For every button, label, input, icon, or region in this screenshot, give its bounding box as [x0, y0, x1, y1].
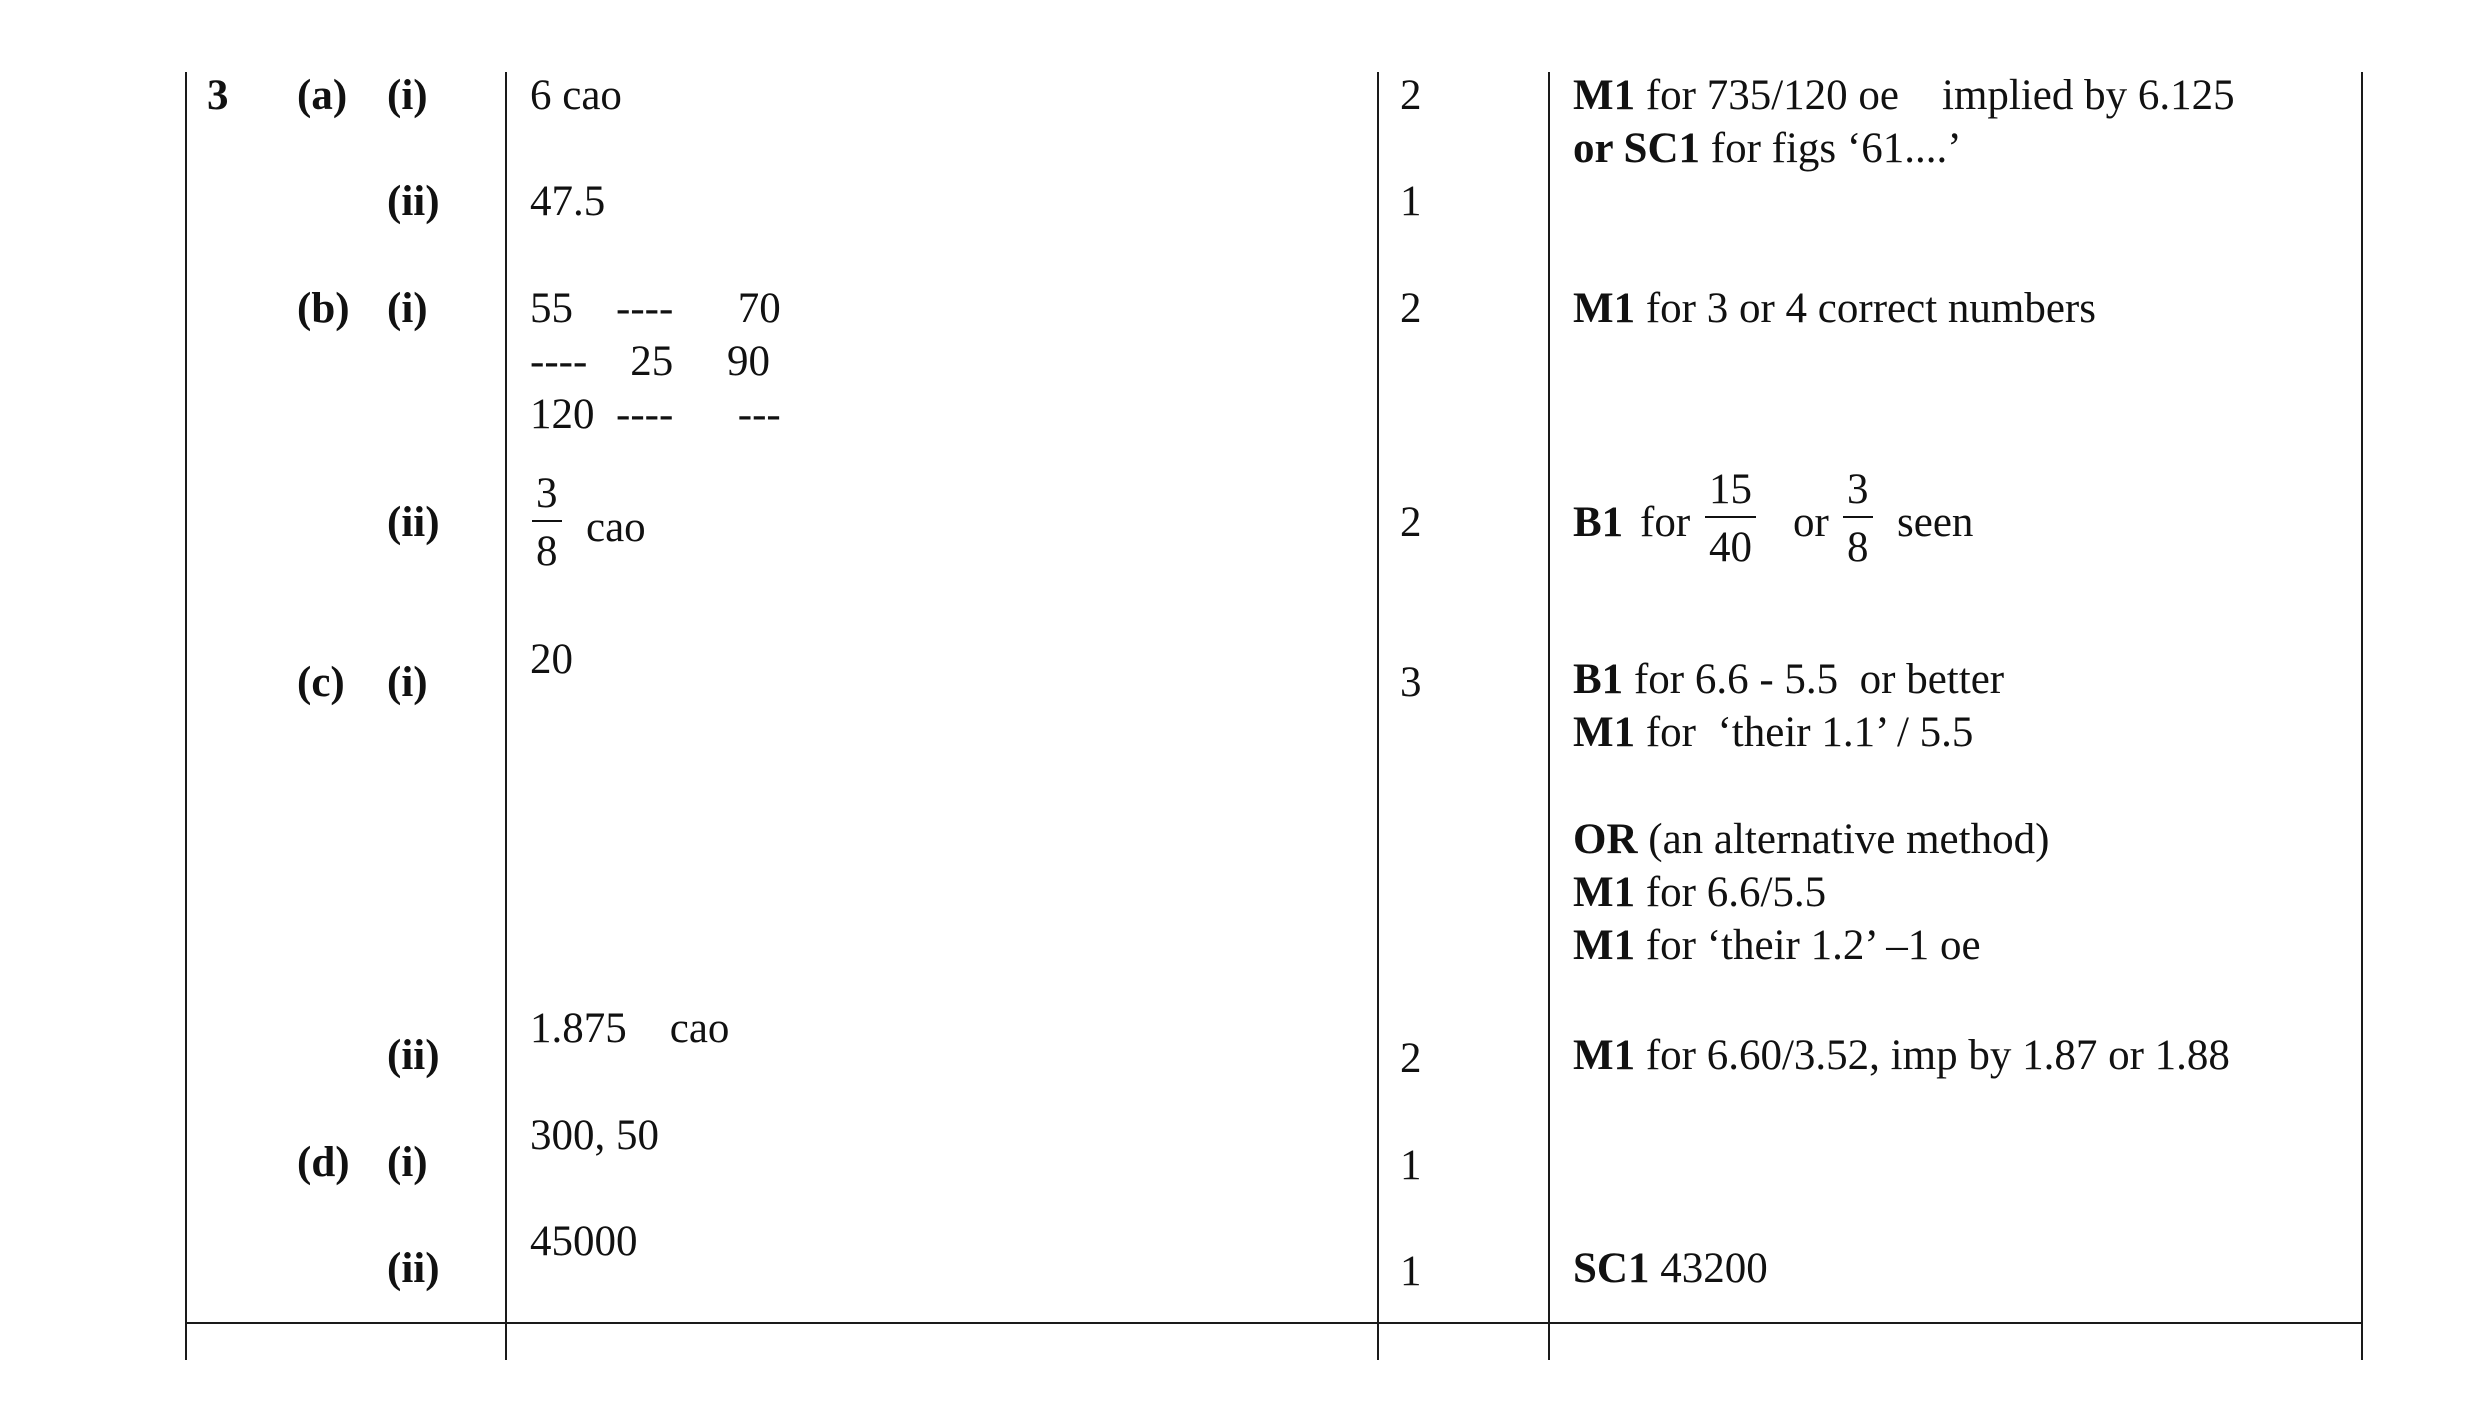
subpart-label-c-ii: (ii): [387, 1032, 440, 1079]
fraction-bar: [1843, 516, 1873, 518]
table-bottom-rule: [185, 1322, 2363, 1324]
table-divider-notes: [1548, 72, 1550, 1360]
note-a-i-line2: or SC1 for figs ‘61....’: [1573, 125, 1962, 172]
subpart-label-b-ii: (ii): [387, 499, 440, 546]
answer-d-i: 300, 50: [530, 1112, 659, 1159]
mark-d-i: 1: [1400, 1142, 1422, 1189]
note-b-ii-for: for: [1640, 499, 1691, 546]
subpart-label-a-i: (i): [387, 72, 428, 119]
note-c-i-line3: OR (an alternative method): [1573, 816, 2050, 863]
fraction-numerator: 15: [1709, 466, 1752, 513]
answer-b-ii-suffix: cao: [586, 504, 646, 551]
question-number: 3: [207, 72, 229, 119]
answer-c-i: 20: [530, 636, 573, 683]
note-b-ii-or: or: [1793, 499, 1829, 546]
mark-b-ii: 2: [1400, 499, 1422, 546]
note-c-ii: M1 for 6.60/3.52, imp by 1.87 or 1.88: [1573, 1032, 2230, 1079]
mark-c-ii: 2: [1400, 1035, 1422, 1082]
note-c-i-line4: M1 for 6.6/5.5: [1573, 869, 1827, 916]
answer-b-i-row3: 120 ---- ---: [530, 391, 781, 438]
note-b-ii-fraction-2: [1843, 466, 1873, 572]
mark-c-i: 3: [1400, 659, 1422, 706]
note-c-i-line5: M1 for ‘their 1.2’ –1 oe: [1573, 922, 1981, 969]
mark-a-ii: 1: [1400, 178, 1422, 225]
answer-c-ii: 1.875 cao: [530, 1005, 730, 1052]
part-label-a: (a): [297, 72, 348, 119]
fraction-denominator: 40: [1709, 524, 1752, 571]
table-divider-answer: [505, 72, 507, 1360]
subpart-label-d-i: (i): [387, 1139, 428, 1186]
note-c-i-line1: B1 for 6.6 - 5.5 or better: [1573, 656, 2005, 703]
part-label-c: (c): [297, 659, 345, 706]
note-b-ii-seen: seen: [1897, 499, 1974, 546]
answer-d-ii: 45000: [530, 1218, 638, 1265]
fraction-bar: [532, 520, 562, 522]
mark-a-i: 2: [1400, 72, 1422, 119]
note-b-i: M1 for 3 or 4 correct numbers: [1573, 285, 2096, 332]
note-b-ii-label: B1: [1573, 499, 1624, 546]
mark-b-i: 2: [1400, 285, 1422, 332]
fraction-bar: [1705, 516, 1756, 518]
table-divider-mark: [1377, 72, 1379, 1360]
fraction-denominator: 8: [536, 528, 558, 575]
note-d-ii: SC1 43200: [1573, 1245, 1768, 1292]
subpart-label-c-i: (i): [387, 659, 428, 706]
table-border-right: [2361, 72, 2363, 1360]
subpart-label-a-ii: (ii): [387, 178, 440, 225]
answer-b-ii-fraction: [532, 470, 562, 576]
note-b-ii-fraction-1: [1705, 466, 1756, 572]
subpart-label-b-i: (i): [387, 285, 428, 332]
note-c-i-line2: M1 for ‘their 1.1’ / 5.5: [1573, 709, 1974, 756]
fraction-numerator: 3: [1847, 466, 1869, 513]
part-label-d: (d): [297, 1139, 350, 1186]
answer-b-i-row2: ---- 25 90: [530, 338, 771, 385]
answer-a-i: 6 cao: [530, 72, 622, 119]
mark-d-ii: 1: [1400, 1248, 1422, 1295]
fraction-numerator: 3: [536, 470, 558, 517]
answer-a-ii: 47.5: [530, 178, 606, 225]
table-border-left: [185, 72, 187, 1360]
part-label-b: (b): [297, 285, 350, 332]
note-a-i-line1: M1 for 735/120 oe implied by 6.125: [1573, 72, 2235, 119]
subpart-label-d-ii: (ii): [387, 1245, 440, 1292]
fraction-denominator: 8: [1847, 524, 1869, 571]
answer-b-i-row1: 55 ---- 70: [530, 285, 781, 332]
